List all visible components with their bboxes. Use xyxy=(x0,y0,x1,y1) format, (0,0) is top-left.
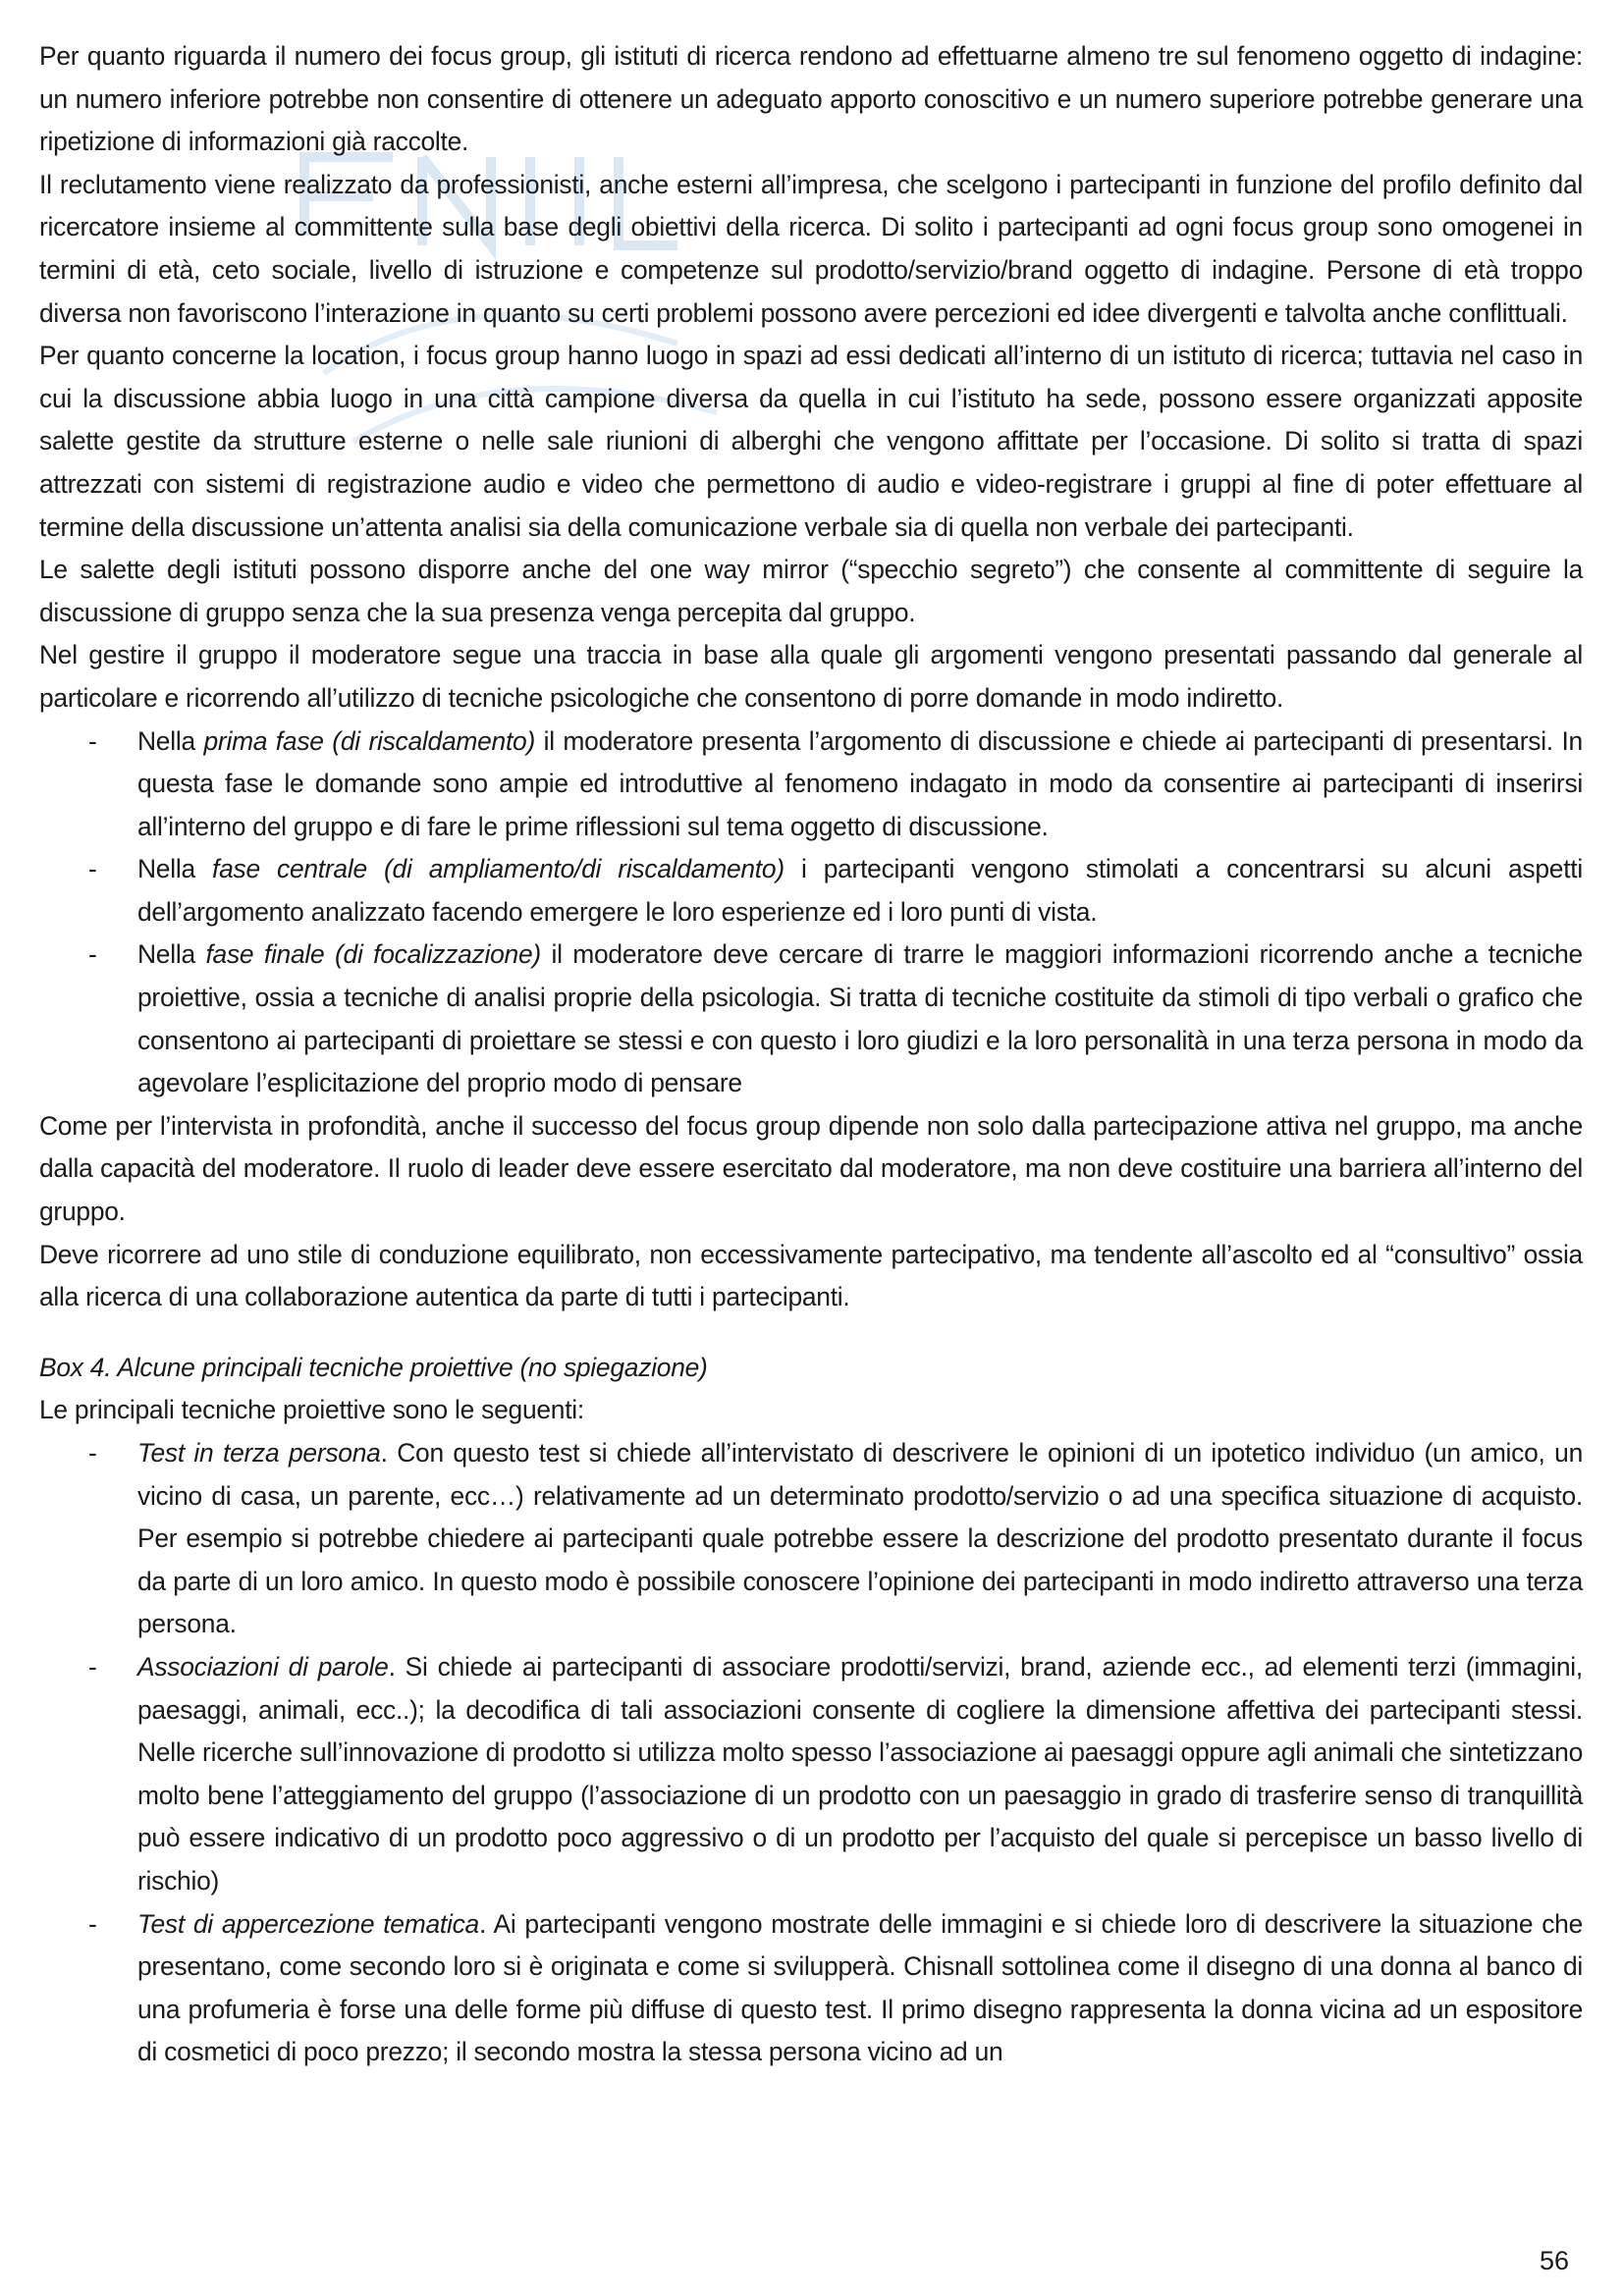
phase-list xyxy=(39,721,1583,1105)
paragraph-conduction-style: Deve ricorrere ad uno stile di conduzione equilibrato, non eccessivamente partecipativo, ma tendente all’ascolto ed al “consultivo” ossia alla ricerca di una collaborazione autentica da parte di tutti i partecipanti. xyxy=(39,1239,1583,1312)
technique-title: Test in terza persona xyxy=(137,1438,381,1468)
list-dash: - xyxy=(88,939,97,970)
phase-title: fase centrale (di ampliamento/di riscaldamento) xyxy=(212,854,784,884)
phase-text: il moderatore deve cercare di trarre le maggiori informazioni ricorrendo anche a tecniche proiettive, ossia a tecniche di analisi proprie della psicologia. Si tratta di tecniche costituite da stimoli di tipo verbali o grafico che consentono ai partecipanti di proiettare se stessi e con questo i loro giudizi e la loro personalità in una terza persona in modo da agevolare l’esplicitazione del proprio modo di pensare xyxy=(137,939,1583,1098)
box-title: Box 4. Alcune principali tecniche proiettive (no spiegazione) xyxy=(39,1352,708,1382)
spacer xyxy=(39,1319,1583,1347)
phase-text: i partecipanti vengono stimolati a concentrarsi su alcuni aspetti dell’argomento analizzato facendo emergere le loro esperienze ed i loro punti di vista. xyxy=(137,854,1583,927)
phase-title: fase finale (di focalizzazione) xyxy=(205,939,541,970)
paragraph-moderator-guide: Nel gestire il gruppo il moderatore segue una traccia in base alla quale gli argomenti vengono presentati passando dal generale al particolare e ricorrendo all’utilizzo di tecniche psicologiche che consentono di porre domande in modo indiretto. xyxy=(39,640,1583,713)
technique-text: . Si chiede ai partecipanti di associare prodotti/servizi, brand, aziende ecc., ad elementi terzi (immagini, paesaggi, animali, ecc..); la decodifica di tali associazioni consente di cogliere la dimensione affettiva dei partecipanti stessi. Nelle ricerche sull’innovazione di prodotto si utilizza molto spesso l’associazione ai paesaggi oppure agli animali che sintetizzano molto bene l’atteggiamento del gruppo (l’associazione di un prodotto con un paesaggio in grado di trasferire senso di tranquillità può essere indicativo di un prodotto poco aggressivo o di un prodotto per l’acquisto del quale si percepisce un basso livello di rischio) xyxy=(137,1651,1584,1896)
list-dash: - xyxy=(88,1908,97,1939)
phase-lead: Nella xyxy=(137,725,204,756)
list-dash: - xyxy=(88,1651,97,1682)
technique-item-thematic-apperception xyxy=(39,1903,1583,2074)
paragraph-location: Per quanto concerne la location, i focus group hanno luogo in spazi ad essi dedicati all’interno di un istituto di ricerca; tuttavia nel caso in cui la discussione abbia luogo in una città campione diversa da quella in cui l’istituto ha sede, possono essere organizzati apposite salette gestite da strutture esterne o nelle sale riunioni di alberghi che vengono affittate per l’occasione. Di solito si tratta di spazi attrezzati con sistemi di registrazione audio e video che permettono di audio e video-registrare i gruppi al fine di poter effettuare al termine della discussione un’attenta analisi sia della comunicazione verbale sia di quella non verbale dei partecipanti. xyxy=(39,341,1583,542)
list-dash: - xyxy=(88,725,97,756)
technique-text: . Con questo test si chiede all’intervistato di descrivere le opinioni di un ipotetico individuo (un amico, un vicino di casa, un parente, ecc…) relativamente ad un determinato prodotto/servizio o ad una specifica situazione di acquisto. Per esempio si potrebbe chiedere ai partecipanti quale potrebbe essere la descrizione del prodotto presentato durante il focus da parte di un loro amico. In questo modo è possibile conoscere l’opinione dei partecipanti in modo indiretto attraverso una terza persona. xyxy=(137,1438,1584,1639)
technique-list xyxy=(39,1432,1583,2074)
technique-title: Test di appercezione tematica xyxy=(137,1908,479,1939)
technique-item-third-person xyxy=(39,1432,1583,1646)
phase-lead: Nella xyxy=(137,854,213,884)
list-dash: - xyxy=(88,1438,97,1468)
paragraph-one-way-mirror: Le salette degli istituti possono disporre anche del one way mirror (“specchio segreto”) che consente al committente di seguire la discussione di gruppo senza che la sua presenza venga percepita dal gruppo. xyxy=(39,555,1583,627)
phase-text: il moderatore presenta l’argomento di discussione e chiede ai partecipanti di presentarsi. In questa fase le domande sono ampie ed introduttive al fenomeno indagato in modo da consentire ai partecipanti di inserirsi all’interno del gruppo e di fare le prime riflessioni sul tema oggetto di discussione. xyxy=(137,725,1583,841)
list-dash: - xyxy=(88,854,97,884)
document-page xyxy=(39,35,1583,2074)
phase-title: prima fase (di riscaldamento) xyxy=(203,725,536,756)
box-intro: Le principali tecniche proiettive sono le seguenti: xyxy=(39,1395,584,1425)
technique-title: Associazioni di parole xyxy=(137,1651,389,1682)
phase-item-first xyxy=(39,721,1583,849)
paragraph-moderator-role: Come per l’intervista in profondità, anche il successo del focus group dipende non solo dalla partecipazione attiva nel gruppo, ma anche dalla capacità del moderatore. Il ruolo di leader deve essere esercitato dal moderatore, ma non deve costituire una barriera all’interno del gruppo. xyxy=(39,1110,1583,1227)
paragraph-recruitment: Il reclutamento viene realizzato da professionisti, anche esterni all’impresa, che scelgono i partecipanti in funzione del profilo definito dal ricercatore insieme al committente sulla base degli obiettivi della ricerca. Di solito i partecipanti ad ogni focus group sono omogenei in termini di età, ceto sociale, livello di istruzione e competenze sul prodotto/servizio/brand oggetto di indagine. Persone di età troppo diversa non favoriscono l’interazione in quanto su certi problemi possono avere percezioni ed idee divergenti e talvolta anche conflittuali. xyxy=(39,169,1583,328)
page-number: 56 xyxy=(1539,2246,1569,2275)
phase-lead: Nella xyxy=(137,939,206,970)
technique-text: . Ai partecipanti vengono mostrate delle immagini e si chiede loro di descrivere la situazione che presentano, come secondo loro si è originata e come si svilupperà. Chisnall sottolinea come il disegno di una donna al banco di una profumeria è forse una delle forme più diffuse di questo test. Il primo disegno rappresenta la donna vicina ad un espositore di cosmetici di poco prezzo; il secondo mostra la stessa persona vicino ad un xyxy=(137,1908,1583,2067)
technique-item-word-association xyxy=(39,1646,1583,1903)
phase-item-final xyxy=(39,934,1583,1104)
phase-item-central xyxy=(39,848,1583,934)
paragraph-focus-group-number: Per quanto riguarda il numero dei focus group, gli istituti di ricerca rendono ad effettuarne almeno tre sul fenomeno oggetto di indagine: un numero inferiore potrebbe non consentire di ottenere un adeguato apporto conoscitivo e un numero superiore potrebbe generare una ripetizione di informazioni già raccolte. xyxy=(39,41,1583,157)
